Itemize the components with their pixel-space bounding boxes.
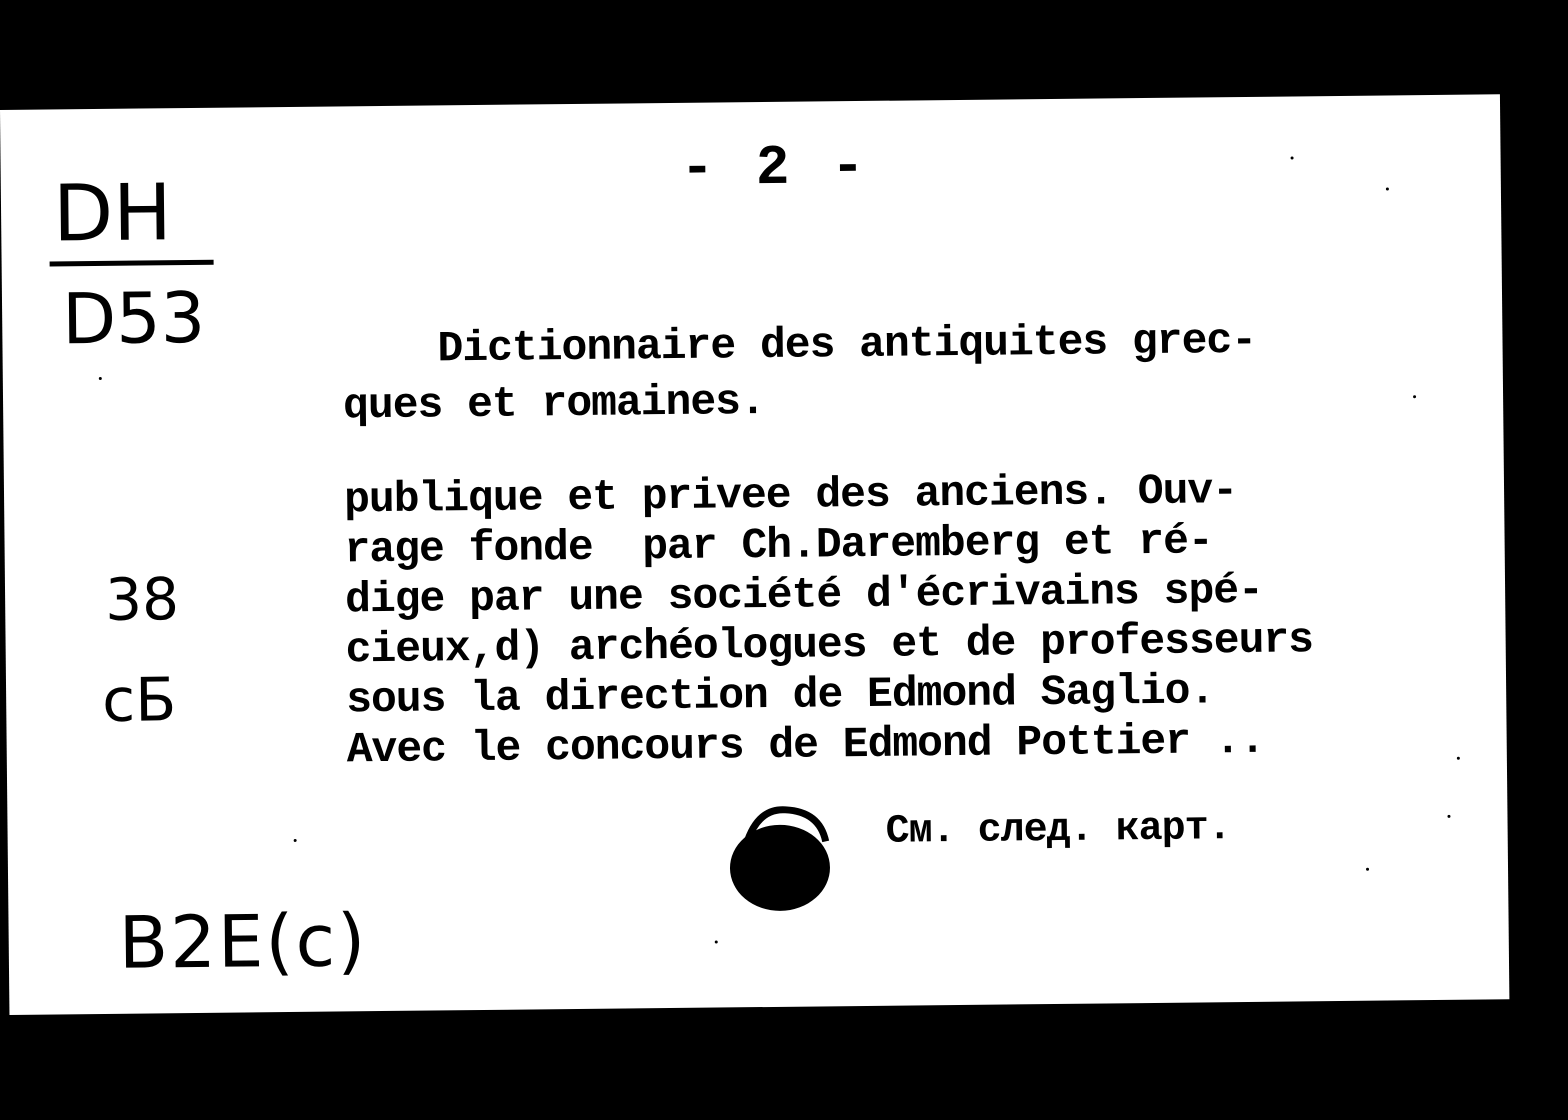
call-number-bottom: D53 (61, 276, 206, 361)
speck (715, 941, 718, 944)
speck (1413, 395, 1416, 398)
body-line-1: publique et privee des anciens. Ouv- (343, 466, 1238, 525)
body-line-5: sous la direction de Edmond Saglio. (345, 666, 1215, 725)
body-line-4: cieux,d) archéologues et de professeurs (345, 615, 1314, 675)
page-number: - 2 - (680, 134, 870, 201)
shelf-mark: B2E(c) (118, 898, 368, 985)
speck (294, 839, 297, 842)
body-line-6: Avec le concours de Edmond Pottier .. (346, 715, 1265, 775)
call-number-divider (50, 260, 214, 267)
body-line-3: dige par une société d'écrivains spé- (344, 565, 1264, 625)
title-line-2: ques et romaines. (342, 377, 766, 431)
speck (99, 377, 102, 380)
volume-mark: 38 (104, 565, 180, 634)
title-line-1: Dictionnaire des antiquites grec- (437, 315, 1257, 374)
speck (1291, 156, 1294, 159)
punch-hole (719, 801, 840, 912)
speck (1457, 757, 1460, 760)
body-line-2: rage fonde par Ch.Daremberg et ré- (344, 516, 1213, 575)
call-number-top: DH (52, 168, 173, 260)
letters-mark: cБ (101, 665, 177, 736)
speck (1386, 187, 1389, 190)
continuation-note: См. след. карт. (885, 806, 1231, 855)
speck (1447, 815, 1450, 818)
catalog-card (0, 94, 1509, 1015)
speck (1366, 868, 1369, 871)
